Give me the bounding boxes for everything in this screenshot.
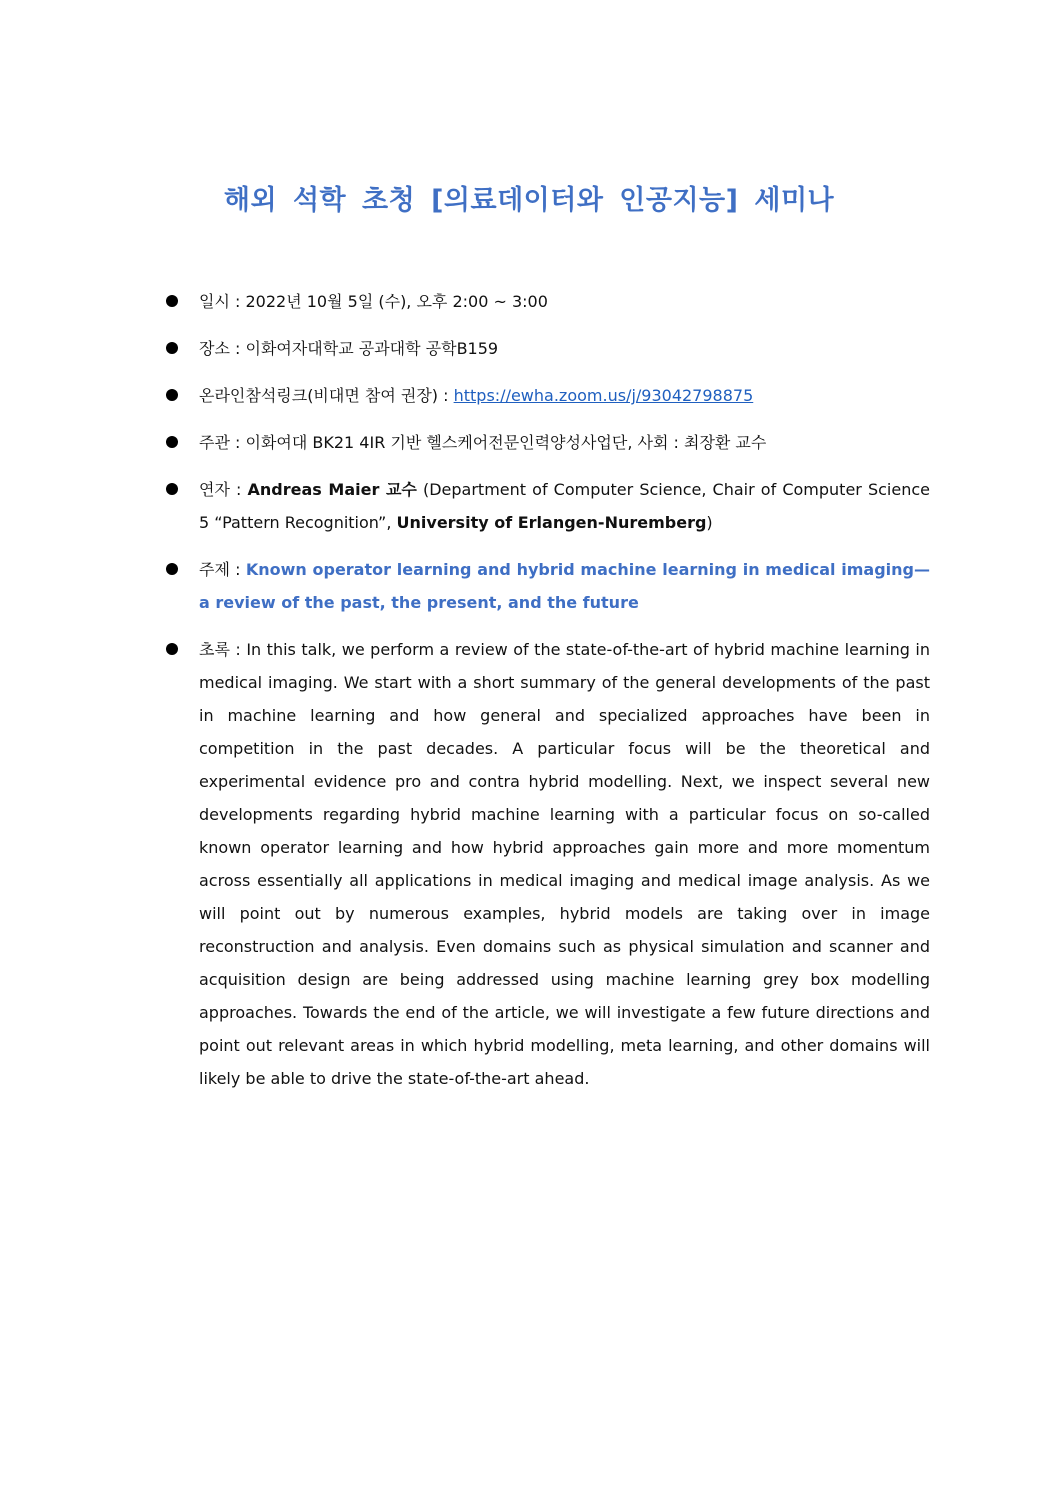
place-separator: : bbox=[229, 339, 246, 358]
list-item-place bbox=[166, 332, 930, 365]
host-label: 주관 bbox=[199, 433, 230, 452]
bullet-icon bbox=[166, 643, 178, 655]
topic-label: 주제 bbox=[199, 560, 230, 579]
seminar-details-list bbox=[166, 285, 930, 1109]
bullet-icon bbox=[166, 483, 178, 495]
speaker-label: 연자 bbox=[199, 480, 230, 499]
speaker-affiliation-end: ) bbox=[706, 513, 713, 532]
list-item-topic bbox=[166, 553, 930, 619]
speaker-university: University of Erlangen-Nuremberg bbox=[396, 513, 707, 532]
place-label: 장소 bbox=[199, 339, 230, 358]
list-item-abstract bbox=[166, 633, 930, 1095]
bullet-icon bbox=[166, 389, 178, 401]
list-item-host bbox=[166, 426, 930, 459]
list-item-online-link bbox=[166, 379, 930, 412]
online-label: 온라인참석링크(비대면 참여 권장) bbox=[199, 386, 439, 405]
list-item-speaker bbox=[166, 473, 930, 539]
abstract-text: In this talk, we perform a review of the state-of-the-art of hybrid machine learning in medical imaging. We start with a short summary of the general developments of the past in machine learning and how general and specialized approaches have been in competition in the past decades. A particular focus will be the theoretical and experimental evidence pro and contra hybrid modelling. Next, we inspect several new developments regarding hybrid machine learning with a particular focus on so-called known operator learning and how hybrid approaches gain more and more momentum across essentially all applications in medical imaging and medical image analysis. As we will point out by numerous examples, hybrid models are taking over in image reconstruction and analysis. Even domains such as physical simulation and scanner and acquisition design are being addressed using machine learning grey box modelling approaches. Towards the end of the article, we will investigate a few future directions and point out relevant areas in which hybrid modelling, meta learning, and other domains will likely be able to drive the state-of-the-art ahead. bbox=[199, 640, 931, 1088]
speaker-name: Andreas Maier 교수 bbox=[247, 480, 417, 499]
topic-separator: : bbox=[229, 560, 246, 579]
host-separator: : bbox=[229, 433, 246, 452]
list-item-datetime bbox=[166, 285, 930, 318]
zoom-link[interactable]: https://ewha.zoom.us/j/93042798875 bbox=[453, 386, 754, 405]
abstract-separator: : bbox=[229, 640, 247, 659]
speaker-separator: : bbox=[229, 480, 248, 499]
bullet-icon bbox=[166, 342, 178, 354]
abstract-label: 초록 bbox=[199, 640, 230, 659]
seminar-title: 해외 석학 초청 [의료데이터와 인공지능] 세미나 bbox=[223, 185, 835, 216]
datetime-value: 2022년 10월 5일 (수), 오후 2:00 ~ 3:00 bbox=[245, 292, 548, 311]
bullet-icon bbox=[166, 436, 178, 448]
bullet-icon bbox=[166, 295, 178, 307]
online-separator: : bbox=[438, 386, 454, 405]
datetime-separator: : bbox=[229, 292, 246, 311]
topic-value: Known operator learning and hybrid machine learning in medical imaging—a review of the past, the present, and the future bbox=[199, 560, 931, 612]
host-value: 이화여대 BK21 4IR 기반 헬스케어전문인력양성사업단, 사회 : 최장환 교수 bbox=[245, 433, 767, 452]
datetime-label: 일시 bbox=[199, 292, 230, 311]
speaker-affiliation: (Department of Computer Science, Chair of Computer Science 5 “Pattern Recognition”, bbox=[199, 480, 930, 532]
place-value: 이화여자대학교 공과대학 공학B159 bbox=[245, 339, 499, 358]
bullet-icon bbox=[166, 563, 178, 575]
